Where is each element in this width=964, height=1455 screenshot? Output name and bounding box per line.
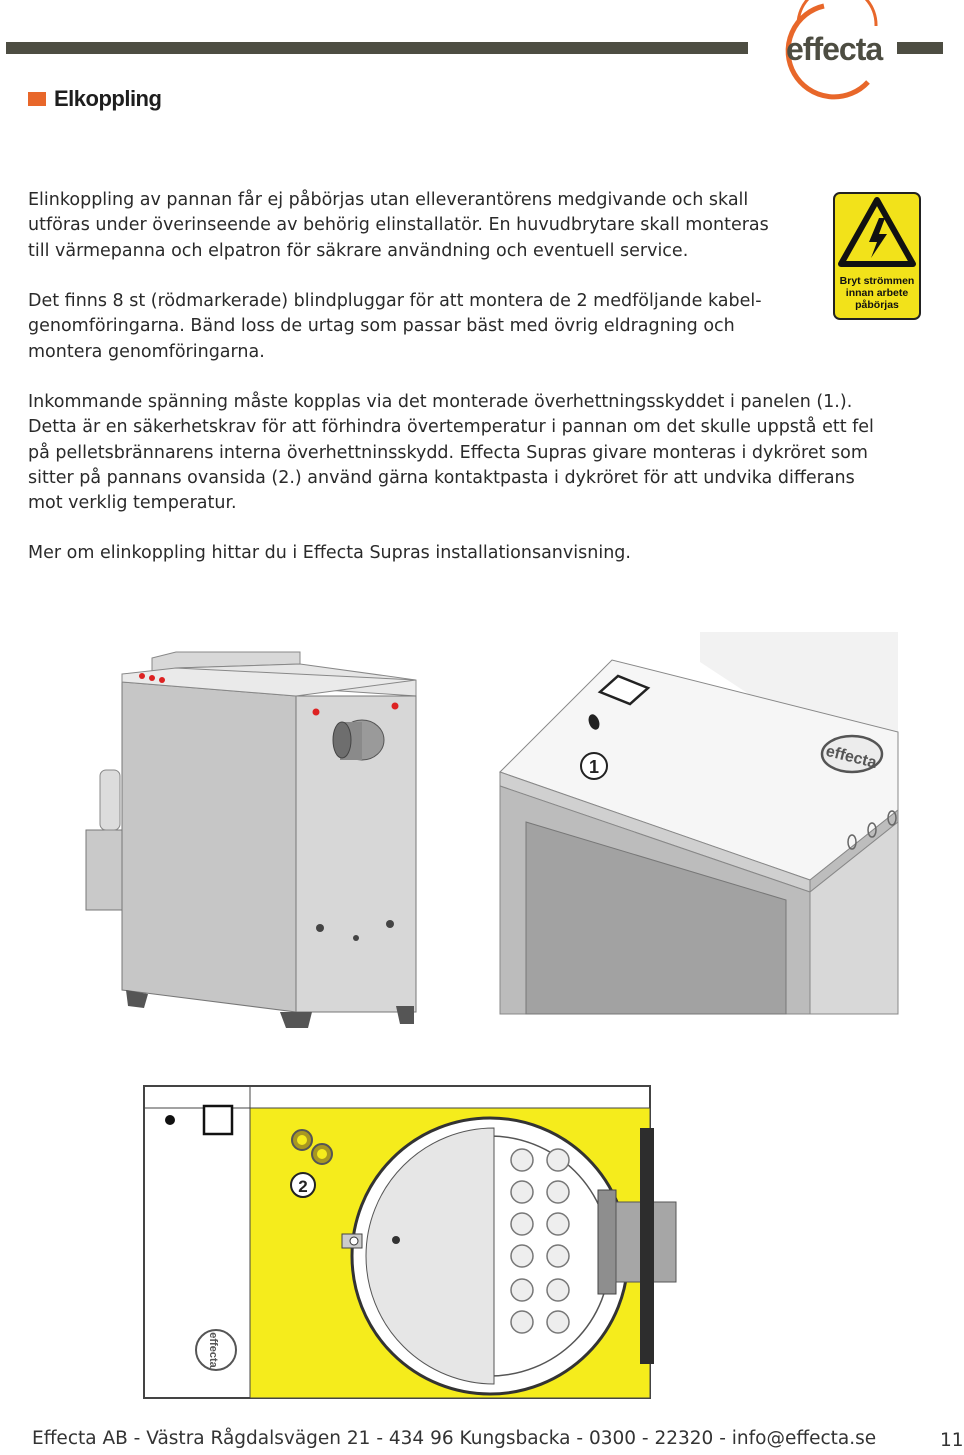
section-title: Elkoppling: [54, 86, 162, 111]
paragraph-1: Elinkoppling av pannan får ej påbörjas utan elleverantörens medgivande och skall utföras under överinseende av behörig elinstallatör. En huvudbrytare skall monteras till värmepanna och elpatron för säkrare användning och eventuell service.: [28, 190, 769, 261]
paragraph-2: Det finns 8 st (rödmarkerade) blindpluggar för att montera de 2 medföljande kabel- genomföringarna. Bänd loss de urtag som passar bäst med övrig eldragning och montera genomföringarna.: [28, 291, 762, 362]
boiler-top-closeup: [500, 632, 898, 1014]
electric-warning-sign: [833, 192, 921, 320]
paragraph-4: Mer om elinkoppling hittar du i Effecta Supras installationsanvisning.: [28, 543, 631, 563]
footer-address: Effecta AB - Västra Rågdalsvägen 21 - 434 96 Kungsbacka - 0300 - 22320 - info@effecta.se: [32, 1428, 877, 1449]
callout-2-label: 2: [298, 1177, 308, 1196]
paragraph-3: Inkommande spänning måste kopplas via det monterade överhettningsskyddet i panelen (1.). Detta är en säkerhetskrav för att förhindra övertemperatur i pannan om det skulle uppstå ett fel på pelletsbrännarens interna överhettninsskydd. Effecta Supras givare monteras i dykröret som sitter på pannans ovansida (2.) använd gärna kontaktpasta i dykröret för att undvika differans mot verklig temperatur.: [28, 392, 874, 514]
header-bar: [6, 42, 748, 54]
section-marker: [28, 92, 46, 106]
warning-line-2: innan arbete: [845, 287, 909, 299]
boiler-logo-text: effecta: [824, 742, 879, 772]
warning-line-1: Bryt strömmen: [839, 275, 915, 287]
boiler-top-view: [142, 1084, 680, 1402]
boiler-logo-text-2: effecta: [207, 1332, 219, 1368]
warning-line-3: påbörjas: [855, 299, 899, 311]
logo-text: effecta: [786, 31, 883, 67]
header-bar-right: [897, 42, 943, 54]
page-number: 11: [940, 1430, 964, 1451]
effecta-logo: [764, 2, 894, 102]
callout-1-label: 1: [588, 757, 600, 777]
boiler-side-view: [80, 640, 420, 1030]
